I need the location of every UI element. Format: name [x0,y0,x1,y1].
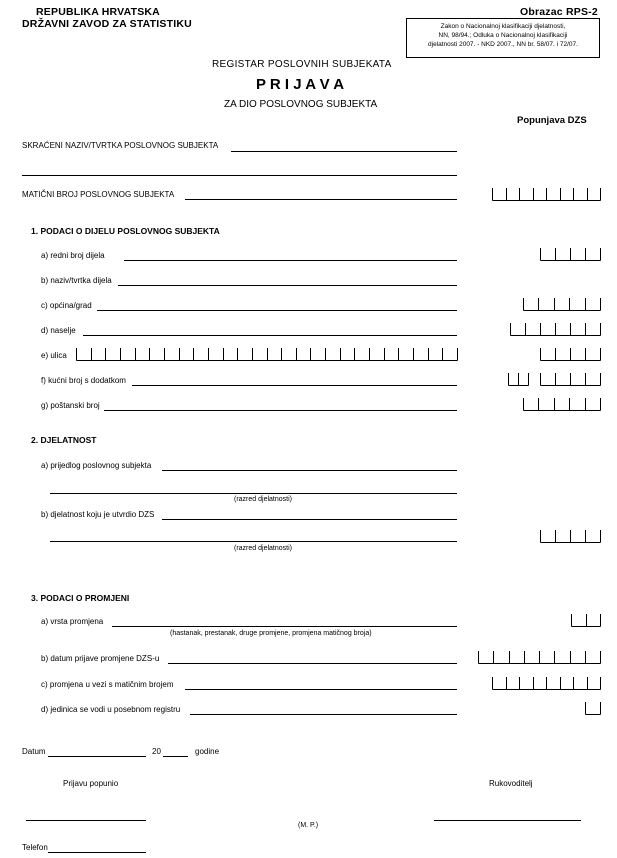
reg-change-boxes[interactable] [492,677,601,689]
form-code: Obrazac RPS-2 [520,6,598,18]
registry-title: REGISTAR POSLOVNIH SUBJEKATA [212,59,392,70]
legal-basis-box [406,18,600,58]
municipality-field[interactable] [97,310,457,311]
comb-box-graphic [523,398,601,411]
settlement-field[interactable] [83,335,457,336]
reg-number-field[interactable] [185,199,457,200]
postal-code-field[interactable] [104,410,457,411]
dzs-activity-field-continued[interactable] [50,541,457,542]
comb-box-graphic [76,348,458,361]
short-name-field[interactable] [231,151,457,152]
comb-box-graphic [540,373,601,386]
comb-box-graphic [585,702,601,715]
page-subtitle: ZA DIO POSLOVNOG SUBJEKTA [224,99,378,110]
legal-basis-line: NN, 98/94.; Odluka o Nacionalnoj klasifikaciji [438,32,568,39]
change-type-boxes[interactable] [571,614,601,626]
comb-box-graphic [478,651,601,664]
page-title: P R I J A V A [256,76,345,93]
comb-box-graphic [492,677,601,690]
date-field[interactable] [48,756,146,757]
comb-box-graphic [540,348,601,361]
phone-label: Telefon [22,843,48,852]
item-label: a) redni broj dijela [41,251,105,260]
item-label: b) djelatnost koju je utvrdio DZS [41,510,155,519]
street-code-boxes[interactable] [540,348,601,360]
municipality-boxes[interactable] [523,298,601,310]
legal-basis-line: djelatnosti 2007. - NKD 2007., NN br. 58/07. i 72/07. [428,41,578,48]
year-field[interactable] [163,756,188,757]
stamp-label: (M. P.) [298,822,319,829]
street-boxes[interactable] [76,348,458,360]
section2-heading: 2. DJELATNOST [31,435,97,445]
settlement-boxes[interactable] [510,323,601,335]
item-label: b) naziv/tvrtka dijela [41,276,112,285]
manager-signature[interactable] [434,820,581,821]
item-label: d) jedinica se vodi u posebnom registru [41,705,181,714]
phone-field[interactable] [48,852,146,853]
dzs-activity-field[interactable] [162,519,457,520]
change-types-note: (hastanak, prestanak, druge promjene, promjena matičnog broja) [170,630,372,637]
ordinal-boxes[interactable] [540,248,601,260]
filled-by-signature[interactable] [26,820,146,821]
special-register-field[interactable] [190,714,457,715]
item-label: a) vrsta promjena [41,617,104,626]
activity-code-boxes[interactable] [540,530,601,542]
manager-label: Rukovoditelj [489,779,533,788]
section3-heading: 3. PODACI O PROMJENI [31,593,130,603]
comb-box-graphic [523,298,601,311]
comb-box-graphic [540,248,601,261]
republic-name: REPUBLIKA HRVATSKA [36,6,160,18]
comb-box-graphic [510,323,601,336]
comb-box-graphic [492,188,601,201]
postal-code-boxes[interactable] [523,398,601,410]
year-prefix: 20 [152,747,161,756]
institute-name: DRŽAVNI ZAVOD ZA STATISTIKU [22,18,192,30]
legal-basis-line: Zakon o Nacionalnoj klasifikaciji djelatnosti, [440,23,566,30]
item-label: d) naselje [41,326,76,335]
comb-box-graphic [508,373,529,386]
reg-number-label: MATIČNI BROJ POSLOVNOG SUBJEKTA [22,190,175,199]
item-label: e) ulica [41,351,67,360]
reg-number-boxes[interactable] [492,188,601,200]
reg-change-field[interactable] [185,689,457,690]
item-label: c) općina/grad [41,301,92,310]
date-label: Datum [22,747,46,756]
item-label: a) prijedlog poslovnog subjekta [41,461,152,470]
item-label: g) poštanski broj [41,401,100,410]
item-label: b) datum prijave promjene DZS-u [41,654,160,663]
house-number-boxes[interactable] [508,373,529,385]
change-type-field[interactable] [112,626,457,627]
comb-box-graphic [540,530,601,543]
dzs-note: Popunjava DZS [517,115,587,126]
ordinal-field[interactable] [124,260,457,261]
comb-box-graphic [571,614,601,627]
item-label: c) promjena u vezi s matičnim brojem [41,680,174,689]
filled-by-label: Prijavu popunio [63,779,119,788]
section1-heading: 1. PODACI O DIJELU POSLOVNOG SUBJEKTA [31,226,220,236]
class-note: (razred djelatnosti) [234,496,292,503]
year-suffix: godine [195,747,220,756]
class-note: (razred djelatnosti) [234,545,292,552]
proposed-activity-field-continued[interactable] [50,493,457,494]
special-register-box[interactable] [585,702,601,714]
short-name-field-continued[interactable] [22,175,457,176]
change-date-field[interactable] [168,663,457,664]
proposed-activity-field[interactable] [162,470,457,471]
item-label: f) kućni broj s dodatkom [41,376,126,385]
short-name-label: SKRAĆENI NAZIV/TVRTKA POSLOVNOG SUBJEKTA [22,141,219,150]
change-date-boxes[interactable] [478,651,601,663]
part-name-field[interactable] [118,285,457,286]
house-number-field[interactable] [132,385,457,386]
house-number-suffix-boxes[interactable] [540,373,601,385]
